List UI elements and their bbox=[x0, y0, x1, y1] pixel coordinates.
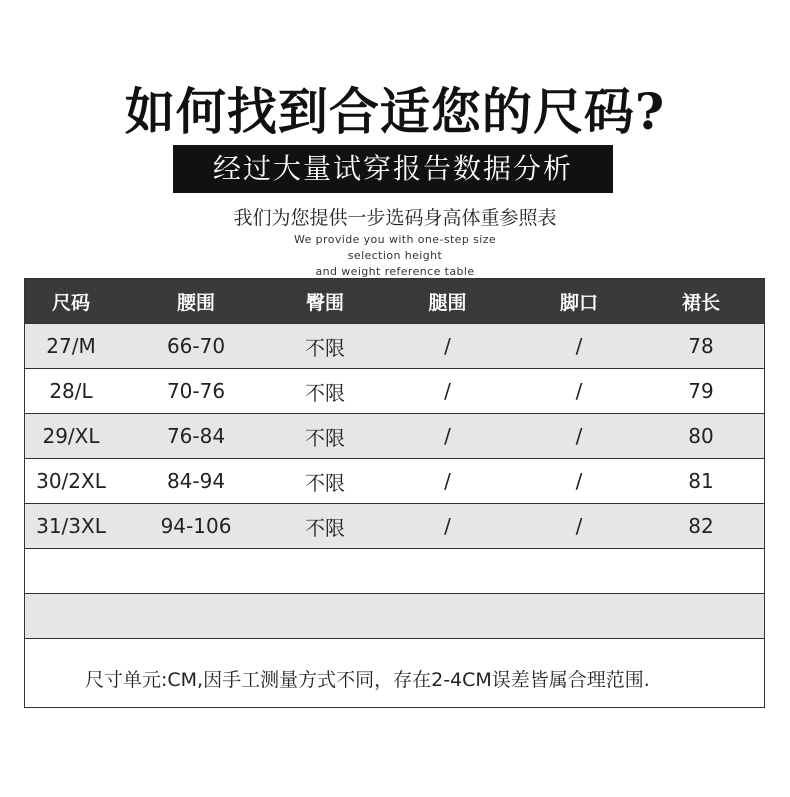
size-table bbox=[24, 278, 765, 708]
cell-waist: 76-84 bbox=[166, 424, 226, 448]
cell-waist: 84-94 bbox=[166, 469, 226, 493]
cell-skirt-length: 81 bbox=[688, 469, 714, 493]
cell-thigh: / bbox=[444, 469, 451, 493]
cell-hip: 不限 bbox=[305, 380, 345, 405]
header-hip: 臀围 bbox=[305, 291, 344, 314]
cell-skirt-length: 79 bbox=[688, 379, 714, 403]
cell-size: 29/XL bbox=[42, 424, 100, 448]
header-hem-opening: 脚口 bbox=[559, 291, 598, 314]
cell-thigh: / bbox=[444, 424, 451, 448]
cell-waist: 70-76 bbox=[166, 379, 226, 403]
cell-waist: 94-106 bbox=[160, 514, 232, 538]
table-row bbox=[25, 323, 764, 368]
empty-row bbox=[25, 593, 764, 638]
measurement-note: 尺寸单元:CM,因手工测量方式不同，存在2-4CM误差皆属合理范围. bbox=[85, 669, 650, 691]
table-row bbox=[25, 413, 764, 458]
cell-skirt-length: 78 bbox=[688, 334, 714, 358]
cell-hip: 不限 bbox=[305, 335, 345, 360]
cell-thigh: / bbox=[444, 379, 451, 403]
cell-thigh: / bbox=[444, 514, 451, 538]
table-row bbox=[25, 503, 764, 548]
cell-waist: 66-70 bbox=[166, 334, 226, 358]
page-title: 如何找到合适您的尺码? bbox=[124, 82, 666, 141]
cell-skirt-length: 82 bbox=[688, 514, 714, 538]
table-row bbox=[25, 368, 764, 413]
empty-row bbox=[25, 548, 764, 593]
subtitle-english bbox=[270, 232, 520, 280]
subtitle-english-line-2: and weight reference table bbox=[315, 265, 475, 278]
header-size: 尺码 bbox=[51, 291, 90, 314]
cell-size: 31/3XL bbox=[36, 514, 106, 538]
cell-hem-opening: / bbox=[575, 334, 583, 358]
cell-hem-opening: / bbox=[575, 514, 583, 538]
cell-size: 30/2XL bbox=[36, 469, 106, 493]
subtitle-english-line-1: We provide you with one-step size selection height bbox=[293, 233, 497, 262]
cell-hem-opening: / bbox=[575, 424, 583, 448]
cell-hip: 不限 bbox=[305, 515, 345, 540]
note-row bbox=[25, 638, 764, 707]
header-thigh: 腿围 bbox=[428, 291, 467, 314]
table-header bbox=[25, 279, 764, 323]
cell-hip: 不限 bbox=[305, 470, 345, 495]
cell-size: 28/L bbox=[49, 379, 93, 403]
header-waist: 腰围 bbox=[176, 291, 215, 314]
banner: 经过大量试穿报告数据分析 bbox=[173, 145, 613, 193]
table-row bbox=[25, 458, 764, 503]
cell-hem-opening: / bbox=[575, 379, 583, 403]
header-skirt-length: 裙长 bbox=[681, 291, 720, 314]
cell-hip: 不限 bbox=[305, 425, 345, 450]
cell-thigh: / bbox=[444, 334, 451, 358]
subtitle: 我们为您提供一步选码身高体重参照表 bbox=[233, 207, 557, 229]
cell-hem-opening: / bbox=[575, 469, 583, 493]
cell-skirt-length: 80 bbox=[688, 424, 714, 448]
cell-size: 27/M bbox=[46, 334, 96, 358]
